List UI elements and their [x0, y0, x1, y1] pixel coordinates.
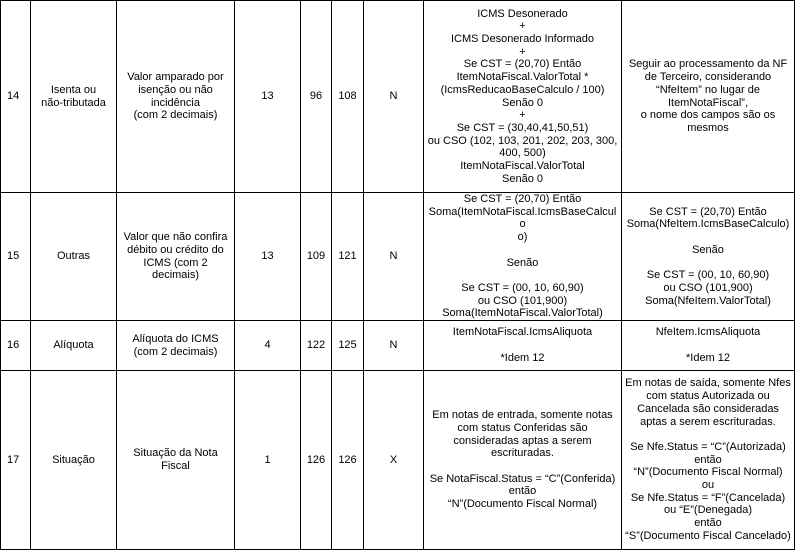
cell-num: 16: [1, 321, 31, 371]
cell-line: [625, 257, 791, 270]
cell-line: Valor que não confira: [123, 231, 228, 244]
cell-tipo: N: [364, 193, 424, 321]
cell-line: Soma(ItemNotaFiscal.ValorTotal): [442, 307, 603, 320]
cell-line: Se Nfe.Status = “C”(Autorizada): [630, 440, 786, 453]
cell-descricao: [117, 1, 235, 193]
cell-line: ou CSO (101,900): [477, 294, 568, 307]
cell-line: Se Nfe.Status = “F”(Cancelada): [630, 491, 786, 504]
cell-line: NfeItem.IcmsAliquota: [655, 326, 761, 339]
cell-tipo: X: [364, 371, 424, 550]
cell-tamanho: 13: [235, 193, 301, 321]
cell-line: Se NotaFiscal.Status = “C”(Conferida): [429, 472, 616, 485]
cell-line: Senão: [506, 256, 539, 269]
table-row: [1, 321, 795, 371]
cell-line: Valor amparado por: [127, 71, 224, 84]
table-row: [1, 1, 795, 193]
cell-line: então: [694, 517, 722, 530]
table-row: [1, 371, 795, 550]
cell-line: Cancelada são consideradas: [637, 402, 779, 415]
cell-line: de Terceiro, considerando: [644, 71, 772, 84]
cell-line: Em notas de entrada, somente notas: [432, 409, 613, 422]
cell-origem-nota: [424, 321, 622, 371]
cell-line: Isenta ou: [50, 83, 97, 96]
table-body: [1, 1, 795, 550]
cell-line: Outras: [56, 250, 90, 263]
cell-num: 17: [1, 371, 31, 550]
cell-line: “N”(Documento Fiscal Normal): [447, 498, 598, 511]
cell-origem-nfe: [622, 1, 795, 193]
cell-origem-nota: [424, 1, 622, 193]
cell-line: +: [519, 45, 526, 58]
cell-line: +: [519, 109, 526, 122]
cell-line: Se CST = (20,70) Então: [463, 58, 582, 71]
cell-line: “NfeItem” no lugar de: [656, 83, 760, 96]
cell-line: com status Autorizada ou: [646, 390, 770, 403]
cell-inicio: 96: [301, 1, 332, 193]
cell-line: débito ou crédito do: [127, 243, 224, 256]
cell-descricao: [117, 371, 235, 550]
cell-line: Situação: [52, 453, 95, 466]
cell-line: [625, 428, 791, 441]
cell-line: o): [517, 231, 528, 244]
cell-tamanho: 13: [235, 1, 301, 193]
cell-line: ItemNotaFiscal”,: [667, 96, 749, 109]
cell-num: 14: [1, 1, 31, 193]
cell-line: isenção ou não: [138, 83, 213, 96]
cell-line: *Idem 12: [500, 351, 545, 364]
cell-origem-nota: [424, 371, 622, 550]
cell-line: ItemNotaFiscal.ValorTotal *: [456, 71, 589, 84]
cell-line: Senão: [692, 243, 724, 256]
cell-line: não-tributada: [41, 96, 106, 109]
cell-campo: [31, 193, 117, 321]
cell-tamanho: 4: [235, 321, 301, 371]
cell-line: Soma(NfeItem.IcmsBaseCalculo): [626, 218, 790, 231]
cell-line: “S”(Documento Fiscal Cancelado): [625, 529, 791, 542]
cell-line: Se CST = (20,70) Então: [463, 193, 582, 205]
cell-line: Fiscal: [161, 460, 190, 473]
cell-line: [427, 244, 618, 257]
cell-inicio: 122: [301, 321, 332, 371]
cell-line: Se CST = (00, 10, 60,90): [646, 269, 770, 282]
cell-line: Situação da Nota: [133, 447, 218, 460]
cell-descricao: [117, 193, 235, 321]
cell-line: Alíquota do ICMS: [132, 332, 219, 345]
cell-descricao: [117, 321, 235, 371]
cell-line: ItemNotaFiscal.IcmsAliquota: [452, 326, 593, 339]
cell-line: Senão 0: [502, 172, 543, 185]
cell-line: (com 2 decimais): [133, 345, 218, 358]
cell-line: Senão 0: [502, 96, 543, 109]
cell-origem-nfe: [622, 193, 795, 321]
cell-tipo: N: [364, 1, 424, 193]
cell-origem-nota: [424, 193, 622, 321]
cell-line: Em notas de saída, somente Nfes: [625, 377, 791, 390]
table-row: [1, 193, 795, 321]
cell-line: [427, 460, 618, 473]
cell-line: Soma(NfeItem.ValorTotal): [645, 294, 771, 307]
cell-line: consideradas aptas a serem: [453, 434, 592, 447]
cell-line: aptas a serem escrituradas.: [640, 415, 776, 428]
cell-campo: [31, 321, 117, 371]
cell-line: 400, 500): [499, 147, 546, 160]
cell-origem-nfe: [622, 371, 795, 550]
cell-line: ICMS Desonerado Informado: [450, 32, 595, 45]
cell-line: ou “E”(Denegada): [663, 504, 753, 517]
cell-line: o nome dos campos são os: [640, 109, 776, 122]
cell-num: 15: [1, 193, 31, 321]
cell-line: ItemNotaFiscal.ValorTotal: [460, 160, 585, 173]
cell-fim: 125: [332, 321, 364, 371]
cell-line: então: [694, 453, 722, 466]
cell-line: Alíquota: [53, 339, 94, 352]
cell-line: “N”(Documento Fiscal Normal): [633, 466, 783, 479]
cell-line: [427, 339, 618, 352]
cell-tamanho: 1: [235, 371, 301, 550]
cell-line: Se CST = (30,40,41,50,51): [456, 121, 589, 134]
cell-fim: 126: [332, 371, 364, 550]
cell-line: Se CST = (00, 10, 60,90): [461, 281, 584, 294]
cell-line: mesmos: [687, 121, 729, 134]
cell-line: (IcmsReducaoBaseCalculo / 100): [440, 83, 605, 96]
cell-fim: 121: [332, 193, 364, 321]
cell-line: [427, 269, 618, 282]
cell-line: (com 2 decimais): [133, 109, 218, 122]
cell-line: então: [508, 485, 537, 498]
cell-line: ou CSO (101,900): [663, 281, 753, 294]
cell-line: Seguir ao processamento da NF: [628, 58, 788, 71]
cell-line: Soma(ItemNotaFiscal.IcmsBaseCalculo: [428, 205, 617, 231]
cell-inicio: 126: [301, 371, 332, 550]
cell-line: decimais): [151, 269, 200, 282]
cell-line: ICMS Desonerado: [477, 7, 568, 20]
cell-line: incidência: [151, 96, 200, 109]
cell-line: ICMS (com 2: [143, 256, 208, 269]
cell-campo: [31, 371, 117, 550]
cell-line: [625, 339, 791, 352]
cell-line: [625, 231, 791, 244]
cell-fim: 108: [332, 1, 364, 193]
cell-tipo: N: [364, 321, 424, 371]
cell-line: com status Conferidas são: [457, 421, 588, 434]
cell-inicio: 109: [301, 193, 332, 321]
cell-line: +: [519, 20, 526, 33]
cell-line: ou CSO (102, 103, 201, 202, 203, 300,: [427, 134, 618, 147]
cell-line: escrituradas.: [491, 447, 554, 460]
cell-campo: [31, 1, 117, 193]
cell-origem-nfe: [622, 321, 795, 371]
cell-line: Se CST = (20,70) Então: [649, 205, 767, 218]
cell-line: *Idem 12: [685, 351, 731, 364]
cell-line: ou: [701, 479, 715, 492]
